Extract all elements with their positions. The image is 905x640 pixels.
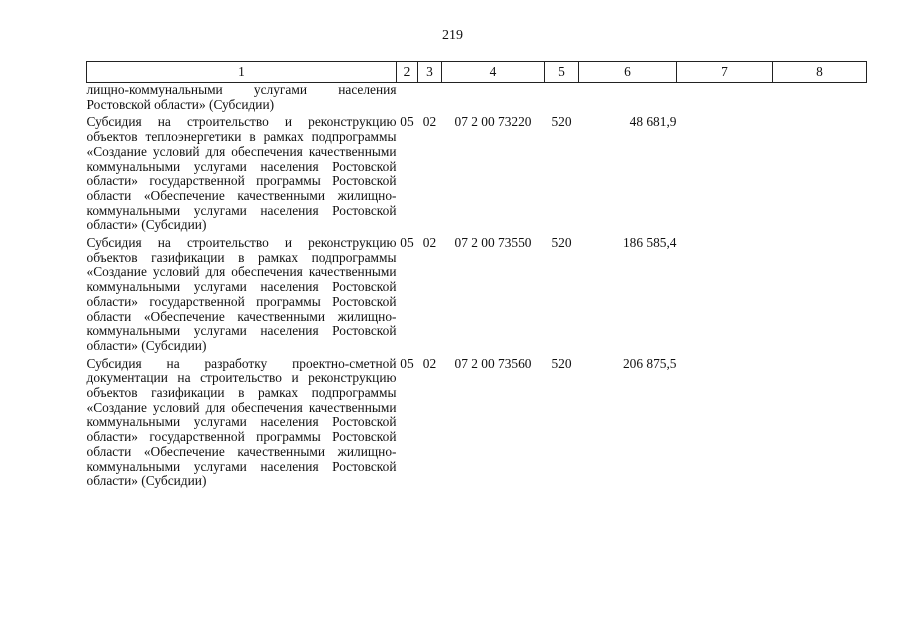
row-description: лищно-коммунальными услугами населения Ростовской области» (Субсидии) (86, 82, 397, 112)
row-col-8 (773, 354, 867, 489)
row-section-code: 05 (400, 114, 414, 130)
budget-table (86, 61, 867, 489)
row-amount: 48 681,9 (629, 114, 677, 130)
header-col-2: 2 (397, 62, 418, 83)
header-col-7: 7 (677, 62, 773, 83)
row-col-7 (677, 354, 773, 489)
row-section-code: 05 (400, 235, 414, 251)
row-col-8 (773, 112, 867, 233)
row-target-article: 07 2 00 73550 (454, 235, 532, 251)
row-subsection-code: 02 (422, 235, 437, 251)
row-subsection-code: 02 (422, 114, 437, 130)
table-header-row (87, 62, 867, 83)
row-amount: 186 585,4 (622, 235, 677, 251)
table-row-continuation (87, 83, 867, 113)
header-col-5: 5 (545, 62, 579, 83)
row-amount: 206 875,5 (622, 355, 677, 371)
header-col-8: 8 (773, 62, 867, 83)
row-description: Субсидия на строительство и реконструкцию объектов теплоэнергетики в рамках подпрограммы «Создание условий для обеспечения качественными коммунальными услугами населения Ростовской области» государственной программы Ростовской области «Обеспечение качественными жилищно-коммунальными услугами населения Ростовской области» (Субсидии) (86, 114, 397, 233)
row-target-article: 07 2 00 73220 (454, 114, 532, 130)
table-row (87, 112, 867, 233)
row-col-7 (677, 233, 773, 354)
table-row (87, 354, 867, 489)
row-col-7 (677, 112, 773, 233)
row-expense-type: 520 (551, 235, 572, 251)
row-col-8 (773, 233, 867, 354)
header-col-4: 4 (442, 62, 545, 83)
header-col-1: 1 (87, 62, 397, 83)
row-subsection-code: 02 (422, 355, 437, 371)
row-expense-type: 520 (551, 114, 572, 130)
page-number: 219 (442, 28, 463, 43)
row-expense-type: 520 (551, 355, 572, 371)
row-description: Субсидия на разработку проектно-сметной документации на строительство и реконструкцию объектов газификации в рамках подпрограммы «Создание условий для обеспечения качественными коммунальными услугами населения Ростовской области» государственной программы Ростовской области «Обеспечение качественными жилищно-коммунальными услугами населения Ростовской области» (Субсидии) (86, 355, 397, 489)
row-description: Субсидия на строительство и реконструкцию объектов газификации в рамках подпрограммы «Создание условий для обеспечения качественными коммунальными услугами населения Ростовской области» государственной программы Ростовской области «Обеспечение качественными жилищно-коммунальными услугами населения Ростовской области» (Субсидии) (86, 235, 397, 353)
row-target-article: 07 2 00 73560 (454, 355, 532, 371)
header-col-6: 6 (579, 62, 677, 83)
header-col-3: 3 (418, 62, 442, 83)
table-row (87, 233, 867, 354)
row-section-code: 05 (400, 355, 414, 371)
